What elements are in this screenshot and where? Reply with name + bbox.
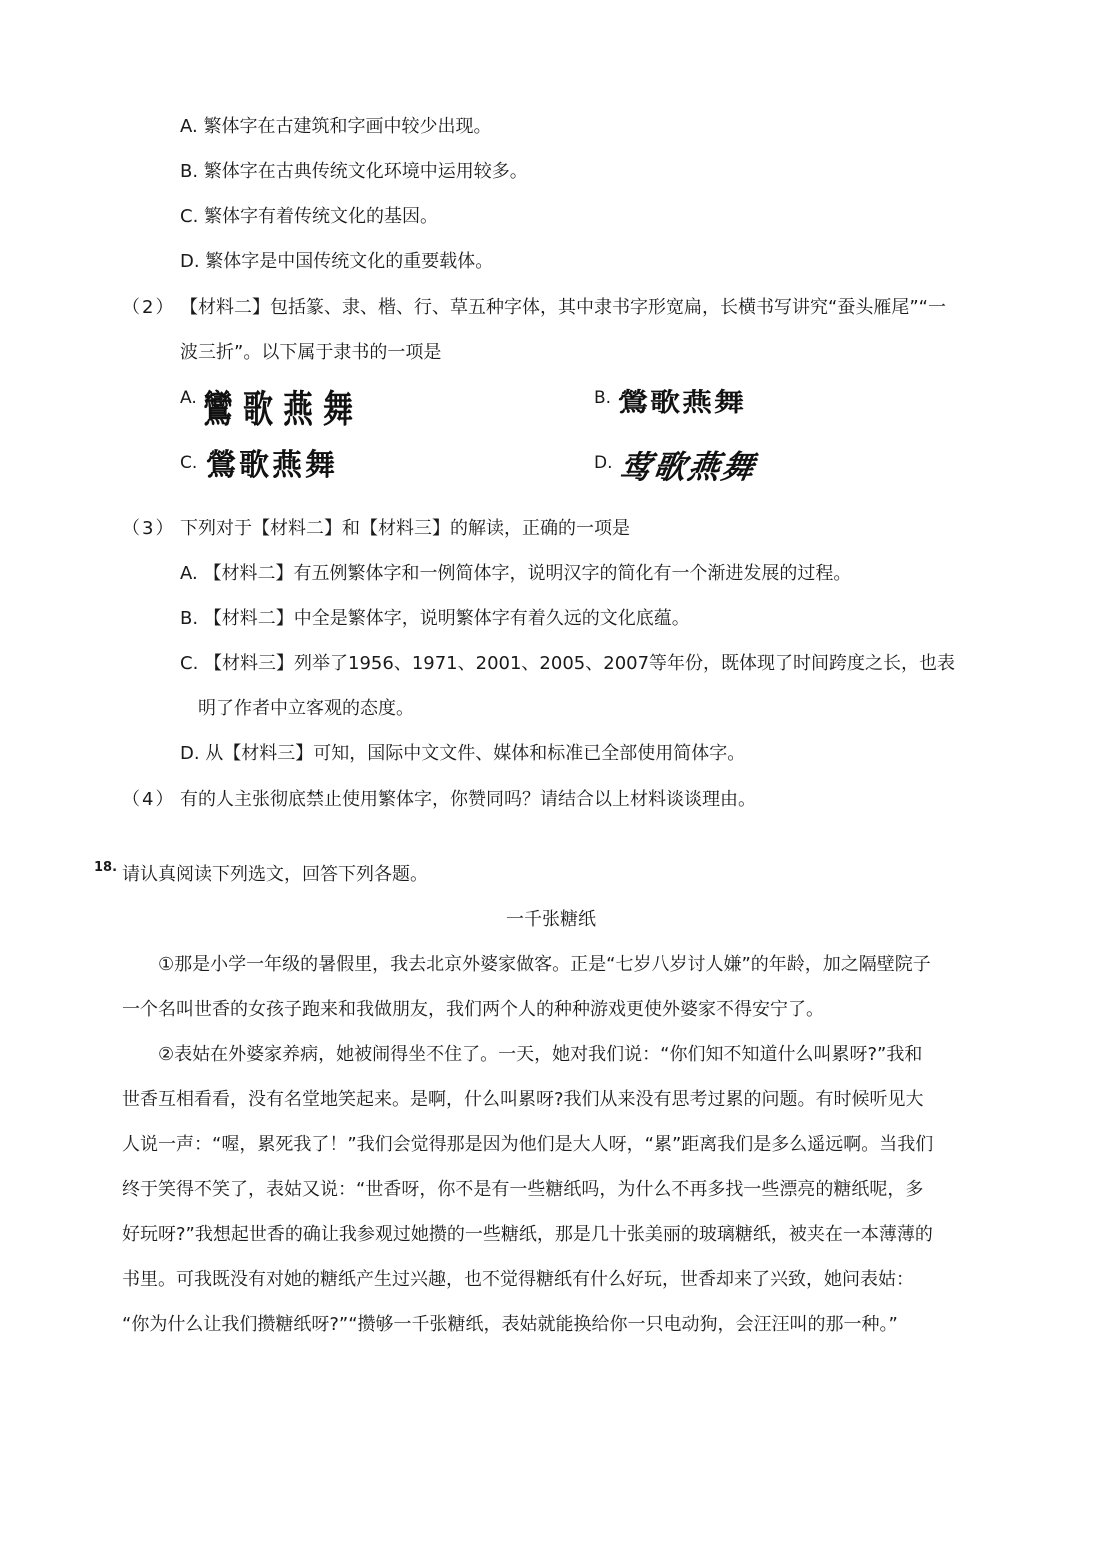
passage-line: 世香互相看看，没有名堂地笑起来。是啊，什么叫累呀?我们从来没有思考过累的问题。有时候听见大 bbox=[122, 1089, 924, 1110]
q3-option-c-line1: C. 【材料三】列举了1956、1971、2001、2005、2007等年份，既体现了时间跨度之长，也表 bbox=[180, 653, 956, 674]
q3-option-d: D. 从【材料三】可知，国际中文文件、媒体和标准已全部使用简体字。 bbox=[180, 743, 746, 764]
passage-line: 终于笑得不笑了，表姑又说：“世香呀，你不是有一些糖纸吗，为什么不再多找一些漂亮的糖纸呢，多 bbox=[122, 1179, 924, 1200]
passage-line: 书里。可我既没有对她的糖纸产生过兴趣，也不觉得糖纸有什么好玩，世香却来了兴致，她问表姑： bbox=[122, 1269, 914, 1290]
q18-number: 18. bbox=[94, 860, 118, 875]
q2-option-b-label: B. bbox=[594, 388, 612, 408]
q1-option-a: A. 繁体字在古建筑和字画中较少出现。 bbox=[180, 116, 492, 137]
q2-stem-line2: 波三折”。以下属于隶书的一项是 bbox=[180, 342, 442, 363]
q2-option-a-label: A. bbox=[180, 388, 197, 408]
q2-option-c-label: C. bbox=[180, 453, 198, 473]
passage-line: 人说一声：“喔，累死我了！”我们会觉得那是因为他们是大人呀，“累”距离我们是多么遥远啊。当我们 bbox=[122, 1134, 934, 1155]
q2-option-d-calligraphy: 莺歌燕舞 bbox=[617, 448, 759, 486]
passage-title: 一千张糖纸 bbox=[506, 909, 596, 930]
q3-number: （3） bbox=[122, 518, 176, 539]
q1-option-b: B. 繁体字在古典传统文化环境中运用较多。 bbox=[180, 161, 528, 182]
q2-option-c-calligraphy: 鶯歌燕舞 bbox=[206, 448, 338, 483]
q2-stem-line1: 【材料二】包括篆、隶、楷、行、草五种字体，其中隶书字形宽扁，长横书写讲究“蚕头雁尾”“一 bbox=[180, 297, 946, 318]
q3-option-a: A. 【材料二】有五例繁体字和一例简体字，说明汉字的简化有一个渐进发展的过程。 bbox=[180, 563, 852, 584]
passage-line: 好玩呀?”我想起世香的确让我参观过她攒的一些糖纸，那是几十张美丽的玻璃糖纸，被夹在一本薄薄的 bbox=[122, 1224, 933, 1245]
passage-line: ②表姑在外婆家养病，她被闹得坐不住了。一天，她对我们说：“你们知不知道什么叫累呀?”我和 bbox=[158, 1044, 923, 1065]
passage-line: ①那是小学一年级的暑假里，我去北京外婆家做客。正是“七岁八岁讨人嫌”的年龄，加之隔壁院子 bbox=[158, 954, 931, 975]
q3-option-c-line2: 明了作者中立客观的态度。 bbox=[198, 698, 414, 719]
q2-option-a-calligraphy: 鸞歌燕舞 bbox=[203, 388, 363, 432]
q4-text: 有的人主张彻底禁止使用繁体字，你赞同吗？请结合以上材料谈谈理由。 bbox=[180, 789, 756, 810]
q1-option-c: C. 繁体字有着传统文化的基因。 bbox=[180, 206, 439, 227]
passage-line: “你为什么让我们攒糖纸呀?”“攒够一千张糖纸，表姑就能换给你一只电动狗，会汪汪叫的那一种。” bbox=[122, 1314, 898, 1335]
q2-option-d-label: D. bbox=[594, 453, 613, 473]
q3-option-b: B. 【材料二】中全是繁体字，说明繁体字有着久远的文化底蕴。 bbox=[180, 608, 690, 629]
q2-option-b-calligraphy: 鶯歌燕舞 bbox=[618, 387, 746, 418]
q2-number: （2） bbox=[122, 297, 176, 318]
q18-instruction: 请认真阅读下列选文，回答下列各题。 bbox=[122, 864, 428, 885]
q1-option-d: D. 繁体字是中国传统文化的重要载体。 bbox=[180, 251, 494, 272]
q4-number: （4） bbox=[122, 789, 176, 810]
passage-line: 一个名叫世香的女孩子跑来和我做朋友，我们两个人的种种游戏更使外婆家不得安宁了。 bbox=[122, 999, 824, 1020]
q3-stem: 下列对于【材料二】和【材料三】的解读，正确的一项是 bbox=[180, 518, 630, 539]
